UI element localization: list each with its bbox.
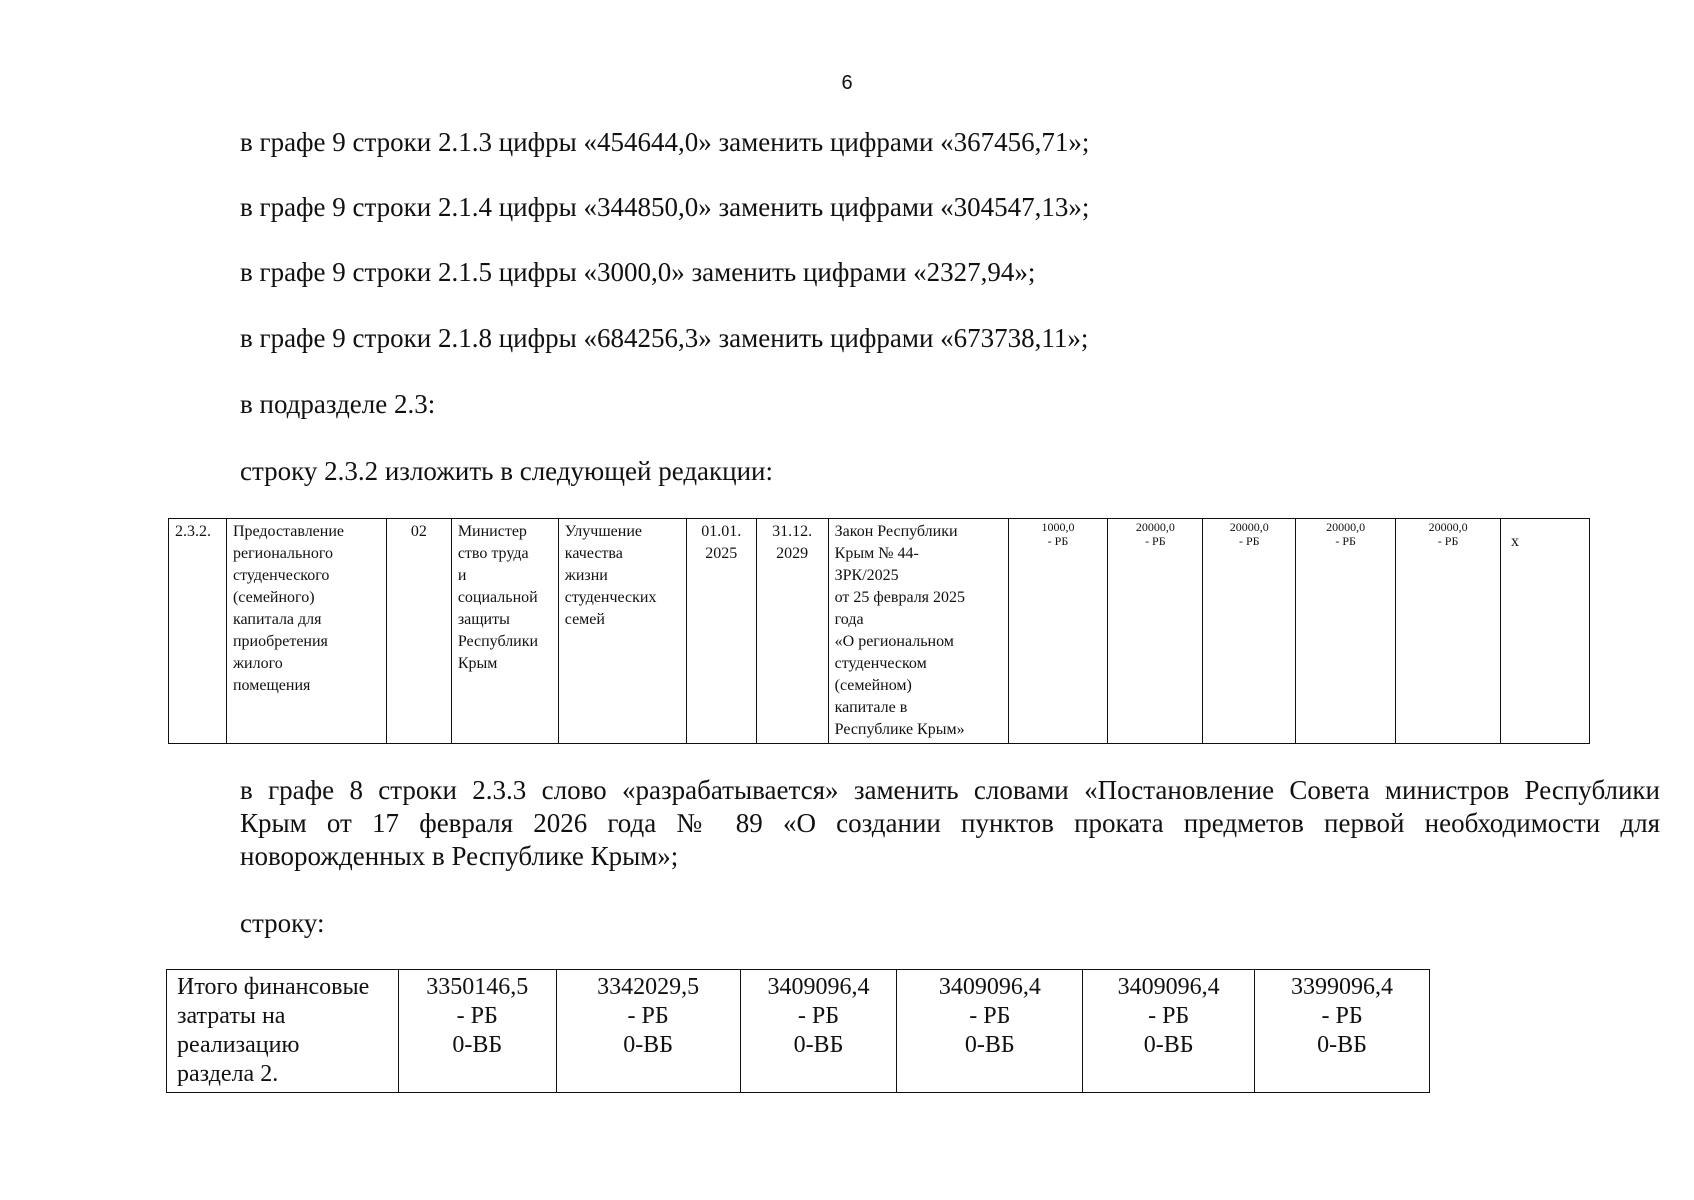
result-line: семей — [564, 611, 605, 628]
executor-line: Крым — [457, 655, 498, 672]
total-rb: - РБ — [627, 1003, 669, 1029]
total-amount: 3409096,4 — [767, 974, 870, 1000]
amount-value: 20000,0 — [1428, 520, 1468, 534]
code: 02 — [410, 523, 427, 540]
start-date-line: 01.01. — [701, 523, 742, 540]
last-cell — [1501, 519, 1590, 744]
amount-source: - РБ — [1437, 534, 1459, 548]
x-mark: х — [1511, 533, 1520, 550]
end-date-line: 31.12. — [772, 523, 813, 540]
result-cell — [558, 519, 686, 744]
totals-value-cell — [1255, 970, 1430, 1093]
end-date-line: 2029 — [776, 545, 809, 562]
totals-value-cell — [740, 970, 897, 1093]
name-line: помещения — [232, 677, 311, 694]
amount-source: - РБ — [1145, 534, 1166, 548]
measure-name-cell — [226, 519, 386, 744]
row-2-3-2-table — [168, 518, 1590, 744]
totals-value-cell — [1083, 970, 1255, 1093]
basis-line: Закон Республики — [834, 523, 958, 540]
total-vb: 0-ВБ — [1143, 1032, 1194, 1058]
result-line: студенческих — [564, 589, 657, 606]
total-rb: - РБ — [1148, 1003, 1190, 1029]
paragraph-graph9-2-1-3: в графе 9 строки 2.1.3 цифры «454644,0» заменить цифрами «367456,71»; — [240, 127, 1090, 157]
paragraph-line: в графе 8 строки 2.3.3 слово «разрабатывается» заменить словами «Постановление Совета министров Республики — [240, 775, 1660, 805]
paragraph-line: Крым от 17 февраля 2026 года № 89 «О создании пунктов проката предметов первой необходимости для — [240, 808, 1660, 838]
name-line: приобретения — [232, 633, 328, 650]
executor-line: ство труда — [457, 545, 529, 562]
amount-source: - РБ — [1238, 534, 1260, 548]
amount-cell — [1108, 519, 1203, 744]
totals-value-cell — [556, 970, 740, 1093]
paragraph-graph8-2-3-3 — [240, 774, 1660, 873]
totals-label-line: раздела 2. — [177, 1061, 279, 1087]
executor-line: Министер — [457, 523, 527, 540]
total-vb: 0-ВБ — [964, 1032, 1015, 1058]
amount-cell — [1396, 519, 1501, 744]
total-amount: 3409096,4 — [938, 974, 1041, 1000]
totals-value-cell — [398, 970, 556, 1093]
amount-value: 20000,0 — [1135, 520, 1175, 534]
total-rb: - РБ — [456, 1003, 498, 1029]
totals-table — [166, 969, 1430, 1093]
paragraph-row-2-3-2-intro: строку 2.3.2 изложить в следующей редакции: — [240, 456, 774, 486]
amount-source: - РБ — [1047, 534, 1069, 548]
totals-label-line: Итого финансовые — [177, 974, 370, 1000]
name-line: (семейного) — [232, 589, 315, 606]
total-rb: - РБ — [797, 1003, 840, 1029]
total-vb: 0-ВБ — [1317, 1032, 1367, 1058]
totals-label-cell — [167, 970, 399, 1093]
page-number: 6 — [841, 72, 853, 94]
basis-line: Крым № 44- — [834, 545, 919, 562]
basis-line: от 25 февраля 2025 — [834, 589, 966, 606]
table-row — [167, 970, 1430, 1093]
result-line: Улучшение — [564, 523, 642, 540]
total-amount: 3342029,5 — [597, 974, 700, 1000]
total-vb: 0-ВБ — [452, 1032, 503, 1058]
amount-value: 1000,0 — [1041, 520, 1075, 534]
table-row — [169, 519, 1590, 744]
amount-value: 20000,0 — [1229, 520, 1269, 534]
legal-basis-cell — [828, 519, 1008, 744]
basis-line: года — [834, 611, 864, 628]
start-date-cell — [686, 519, 756, 744]
executor-line: социальной — [457, 589, 538, 606]
executor-cell — [451, 519, 558, 744]
paragraph-subsection-2-3: в подразделе 2.3: — [240, 389, 436, 419]
name-line: Предоставление — [232, 523, 344, 540]
totals-label-line: затраты на — [177, 1003, 286, 1029]
code-cell — [386, 519, 451, 744]
paragraph-graph9-2-1-5: в графе 9 строки 2.1.5 цифры «3000,0» заменить цифрами «2327,94»; — [240, 257, 1036, 287]
row-number: 2.3.2. — [175, 523, 211, 540]
row-number-cell — [169, 519, 227, 744]
basis-line: (семейном) — [834, 677, 912, 694]
totals-value-cell — [897, 970, 1083, 1093]
result-line: жизни — [564, 567, 608, 584]
name-line: жилого — [232, 655, 283, 672]
total-amount: 3409096,4 — [1117, 974, 1220, 1000]
total-amount: 3399096,4 — [1291, 974, 1394, 1000]
amount-cell — [1203, 519, 1296, 744]
result-line: качества — [564, 545, 623, 562]
executor-line: защиты — [457, 611, 510, 628]
basis-line: «О региональном — [834, 633, 954, 650]
total-amount: 3350146,5 — [426, 974, 529, 1000]
paragraph-graph9-2-1-8: в графе 9 строки 2.1.8 цифры «684256,3» заменить цифрами «673738,11»; — [240, 323, 1089, 353]
name-line: студенческого — [232, 567, 330, 584]
executor-line: Республики — [457, 633, 539, 650]
start-date-line: 2025 — [705, 545, 738, 562]
totals-label-line: реализацию — [177, 1032, 300, 1058]
end-date-cell — [756, 519, 828, 744]
paragraph-graph9-2-1-4: в графе 9 строки 2.1.4 цифры «344850,0» заменить цифрами «304547,13»; — [240, 192, 1090, 222]
total-vb: 0-ВБ — [793, 1032, 844, 1058]
basis-line: ЗРК/2025 — [834, 567, 899, 584]
name-line: регионального — [232, 545, 334, 562]
amount-source: - РБ — [1335, 534, 1356, 548]
basis-line: студенческом — [834, 655, 927, 672]
basis-line: Республике Крым» — [834, 721, 965, 738]
total-rb: - РБ — [969, 1003, 1011, 1029]
amount-cell — [1008, 519, 1108, 744]
paragraph-row-intro: строку: — [240, 908, 325, 938]
name-line: капитала для — [232, 611, 322, 628]
amount-value: 20000,0 — [1326, 520, 1366, 534]
executor-line: и — [457, 567, 467, 584]
basis-line: капитале в — [834, 699, 908, 716]
paragraph-line: новорожденных в Республике Крым»; — [240, 841, 679, 871]
total-rb: - РБ — [1321, 1003, 1363, 1029]
total-vb: 0-ВБ — [623, 1032, 673, 1058]
amount-cell — [1296, 519, 1396, 744]
